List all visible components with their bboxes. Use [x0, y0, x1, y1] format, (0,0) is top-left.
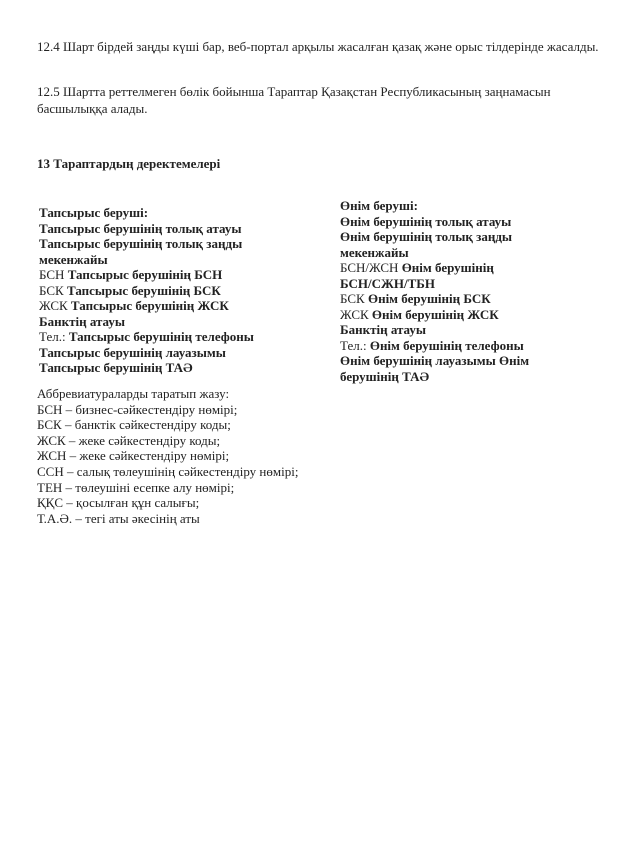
party-field-value: Тапсырыс берушінің ТАӘ — [39, 360, 193, 375]
party-field-label: Тел.: — [340, 337, 370, 353]
party-field-value: Өнім берушінің ЖСК — [371, 306, 499, 322]
party-field-label: ЖСК — [39, 298, 71, 313]
customer-detail-line — [39, 283, 326, 299]
supplier-detail-line — [340, 322, 617, 338]
party-field-label: БСН/ЖСН — [340, 260, 402, 275]
customer-detail-line — [39, 360, 326, 376]
paragraph-12-5: 12.5 Шартта реттелмеген бөлік бойынша Тараптар Қазақстан Республикасының заңнамасын басшылыққа алады. — [37, 83, 551, 116]
party-field-value: Өнім берушінің лауазымы Өнім — [340, 353, 530, 368]
abbreviation-item: Т.А.Ә. – тегі аты әкесінің аты — [37, 510, 200, 526]
abbreviation-item: ТЕН – төлеушіні есепке алу нөмірі; — [37, 479, 235, 495]
party-field-value: Тапсырыс берушінің ЖСК — [70, 298, 229, 313]
party-field-value: БСН/СЖН/ТБН — [340, 275, 435, 291]
abbreviations-title: Аббревиатураларды таратып жазу: — [37, 386, 230, 401]
supplier-detail-line — [340, 229, 617, 245]
party-field-value: мекенжайы — [39, 251, 108, 267]
party-field-value: Тапсырыс берушінің толық заңды — [39, 236, 243, 251]
supplier-detail-line — [340, 245, 617, 261]
customer-detail-line — [39, 314, 326, 330]
supplier-detail-line — [340, 291, 617, 307]
party-field-value: Өнім берушінің — [401, 260, 494, 275]
customer-detail-line — [39, 205, 326, 221]
party-field-value: Тапсырыс берушінің БСК — [66, 282, 221, 298]
supplier-detail-line — [340, 198, 617, 214]
customer-details-column — [37, 198, 340, 376]
abbreviation-item: БСН – бизнес-сәйкестендіру нөмірі; — [37, 401, 238, 417]
party-field-value: Өнім берушінің БСК — [367, 291, 491, 306]
section-13-title: 13 Тараптардың деректемелері — [37, 155, 221, 171]
party-field-value: берушінің ТАӘ — [340, 368, 430, 384]
party-field-value: Банктің атауы — [39, 313, 126, 329]
party-field-value: Банктің атауы — [340, 322, 427, 337]
supplier-detail-line — [340, 338, 617, 354]
abbreviation-item: ССН – салық төлеушінің сәйкестендіру нөмірі; — [37, 463, 299, 479]
parties-details-table — [37, 198, 617, 384]
party-field-label: Тел.: — [39, 329, 69, 344]
abbreviation-item: ЖСК – жеке сәйкестендіру коды; — [37, 432, 221, 448]
party-field-label: БСН — [39, 267, 68, 282]
party-field-value: Тапсырыс берушінің телефоны — [68, 329, 254, 344]
party-field-label: ЖСК — [340, 306, 372, 322]
supplier-details-column — [340, 198, 617, 384]
party-field-value: Өнім берушінің толық заңды — [340, 229, 513, 244]
abbreviations-section — [37, 386, 617, 526]
party-field-value: Тапсырыс беруші: — [39, 205, 149, 220]
customer-detail-line — [39, 221, 326, 237]
supplier-detail-line — [340, 369, 617, 385]
customer-detail-line — [39, 298, 326, 314]
party-field-value: мекенжайы — [340, 244, 409, 260]
supplier-detail-line — [340, 276, 617, 292]
abbreviation-item: ЖСН – жеке сәйкестендіру нөмірі; — [37, 448, 230, 464]
supplier-detail-line — [340, 260, 617, 276]
customer-detail-line — [39, 345, 326, 361]
abbreviation-item: ҚҚС – қосылған құн салығы; — [37, 495, 200, 511]
party-field-value: Тапсырыс берушінің лауазымы — [39, 344, 226, 360]
supplier-detail-line — [340, 307, 617, 323]
customer-detail-line — [39, 329, 326, 345]
supplier-detail-line — [340, 353, 617, 369]
abbreviation-item: БСК – банктік сәйкестендіру коды; — [37, 417, 231, 433]
paragraph-12-4: 12.4 Шарт бірдей заңды күші бар, веб-портал арқылы жасалған қазақ және орыс тілдерінде жасалды. — [37, 39, 599, 54]
supplier-detail-line — [340, 214, 617, 230]
party-field-value: Тапсырыс берушінің толық атауы — [39, 220, 242, 236]
customer-detail-line — [39, 252, 326, 268]
party-field-value: Тапсырыс берушінің БСН — [67, 267, 223, 282]
party-field-value: Өнім беруші: — [340, 198, 418, 213]
party-field-value: Өнім берушінің толық атауы — [340, 213, 512, 229]
customer-detail-line — [39, 236, 326, 252]
party-field-label: БСК — [39, 282, 67, 298]
party-field-value: Өнім берушінің телефоны — [369, 337, 524, 353]
customer-detail-line — [39, 267, 326, 283]
abbreviations-list — [37, 402, 617, 527]
party-field-label: БСК — [340, 291, 368, 306]
